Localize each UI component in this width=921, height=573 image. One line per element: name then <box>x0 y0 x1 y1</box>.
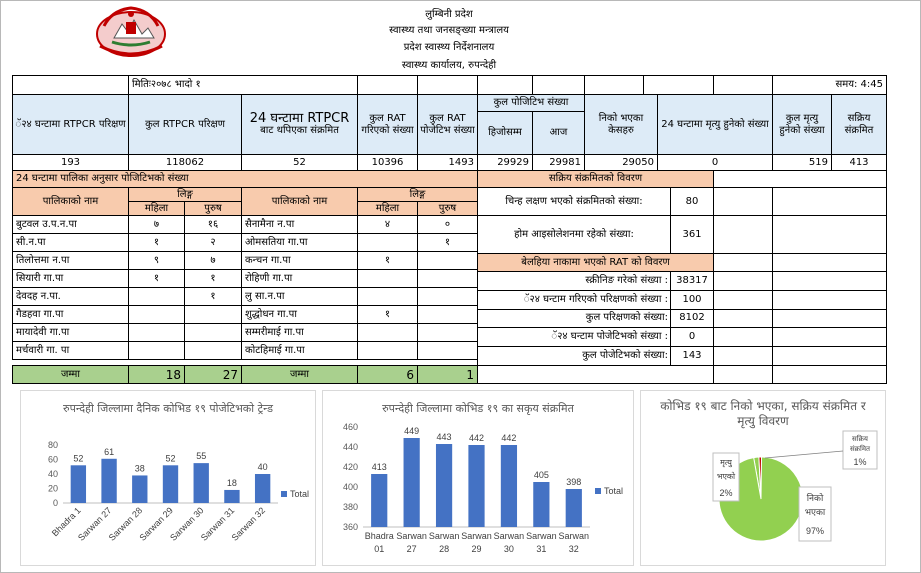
chart3-title: कोभिड १९ बाट निको भएका, सक्रिय संक्रमित र मृत्यु विवरण <box>660 399 866 428</box>
empty-cell <box>772 290 887 310</box>
male-count <box>184 341 242 360</box>
municipality-name: सैनामैना न.पा <box>241 215 358 234</box>
female-count <box>357 287 418 306</box>
bar <box>501 445 517 527</box>
outcome-pie-chart <box>640 390 886 566</box>
report-time: समय: 4:45 <box>772 75 887 95</box>
border-rat-value: 0 <box>670 327 714 347</box>
municipality-name: देवदह न.पा. <box>12 287 129 306</box>
empty-cell <box>477 365 714 384</box>
nepal-emblem-logo <box>92 2 170 60</box>
data-label: 442 <box>468 433 485 443</box>
chart2-svg <box>323 391 635 567</box>
total-male-left: 27 <box>184 365 242 384</box>
col-male-right: पुरुष <box>417 201 478 216</box>
male-count: १ <box>184 269 242 288</box>
value-total-rat-positive: 1493 <box>417 154 478 171</box>
value-deaths-24h: 0 <box>657 154 773 171</box>
header-line-3: प्रदेश स्वास्थ्य निर्देशनालय <box>403 42 495 53</box>
female-count: ४ <box>357 215 418 234</box>
home-isolation-value: 361 <box>670 215 714 254</box>
value-today: 29981 <box>532 154 585 171</box>
empty-cell <box>643 75 714 95</box>
pie-label-value: 2% <box>719 488 733 498</box>
empty-cell <box>713 290 773 310</box>
x-tick-label: Sarwan 29 <box>137 505 175 543</box>
municipality-name: मर्चवारी गा. पा <box>12 341 129 360</box>
bar <box>255 474 270 503</box>
col-male-left: पुरुष <box>184 201 242 216</box>
border-rat-value: 38317 <box>670 271 714 291</box>
y-tick-label: 40 <box>47 469 58 479</box>
bar <box>371 474 387 527</box>
home-isolation-label: होम आइसोलेशनमा रहेको संख्या: <box>477 215 671 254</box>
data-label: 449 <box>404 426 420 436</box>
header-deaths-24h: 24 घन्टामा मृत्यु हुनेको संख्या <box>657 94 773 155</box>
header-rtpcr-positive-24h <box>241 94 358 155</box>
data-label: 52 <box>165 453 176 464</box>
border-rat-label: कुल परिक्षणको संख्या: <box>477 309 671 329</box>
empty-cell <box>477 75 533 95</box>
male-count <box>417 287 478 306</box>
data-label: 52 <box>73 453 84 464</box>
pie-label: सक्रिय <box>852 436 868 443</box>
male-count <box>184 323 242 342</box>
female-count <box>357 269 418 288</box>
pie-label: भएका <box>804 507 826 517</box>
municipality-name: गैडहवा गा.पा <box>12 305 129 324</box>
x-tick-label: Sarwan <box>396 531 427 541</box>
legend-swatch <box>595 488 601 494</box>
bar <box>132 475 147 503</box>
municipality-name: ओमसतिया गा.पा <box>241 233 358 252</box>
x-tick-label: Sarwan <box>461 531 492 541</box>
x-tick-label: Sarwan 31 <box>198 505 237 543</box>
border-rat-label: ॅ२४ घन्टाम पोजेटिभको संख्या : <box>477 327 671 347</box>
empty-cell <box>713 215 773 254</box>
male-count <box>417 251 478 270</box>
border-rat-value: 143 <box>670 346 714 366</box>
y-tick-label: 0 <box>52 498 58 508</box>
municipal-title: 24 घन्टामा पालिका अनुसार पोजिटिभको संख्या <box>12 170 478 188</box>
male-count: ० <box>417 215 478 234</box>
x-tick-label: Sarwan 32 <box>229 505 268 543</box>
male-count <box>184 305 242 324</box>
empty-cell <box>772 327 887 347</box>
bar <box>436 444 452 527</box>
empty-cell <box>357 75 418 95</box>
border-rat-value: 8102 <box>670 309 714 329</box>
chart2-title: रुपन्देही जिल्लामा कोभिड १९ का सकृय संक्रमित <box>382 402 574 415</box>
data-label: 442 <box>501 433 517 443</box>
value-recovered: 29050 <box>584 154 658 171</box>
header-rtpcr-24h: ॅ२४ घन्टामा RTPCR परिक्षण <box>12 94 129 155</box>
active-cases-chart <box>322 390 634 566</box>
x-tick-label: Sarwan <box>428 531 460 541</box>
value-active: 413 <box>831 154 887 171</box>
header-total-rtpcr: कुल RTPCR परिक्षण <box>128 94 242 155</box>
border-rat-value: 100 <box>670 290 714 310</box>
empty-cell <box>713 346 773 366</box>
daily-positive-chart <box>20 390 316 566</box>
data-label: 405 <box>533 470 549 480</box>
value-total-rat: 10396 <box>357 154 418 171</box>
legend-swatch <box>281 491 287 497</box>
data-label: 18 <box>226 477 237 488</box>
empty-cell <box>772 271 887 291</box>
bar <box>533 482 549 527</box>
bar <box>71 465 86 503</box>
total-label-left: जम्मा <box>12 365 129 384</box>
municipality-name: लु सा.न.पा <box>241 287 358 306</box>
empty-cell <box>772 253 887 272</box>
col-gender-right: लिङ्ग <box>357 187 478 202</box>
pie-label: संक्रमित <box>849 446 871 453</box>
empty-cell <box>772 309 887 329</box>
header-line-1: लुम्बिनी प्रदेश <box>425 9 473 20</box>
col-municipality-name-left: पालिकाको नाम <box>12 187 129 216</box>
x-tick-label: Bhadra <box>364 531 394 541</box>
x-tick-label: Sarwan 28 <box>106 505 145 543</box>
y-tick-label: 400 <box>342 482 358 492</box>
empty-cell <box>713 75 773 95</box>
total-female-left: 18 <box>128 365 185 384</box>
male-count <box>417 341 478 360</box>
data-label: 398 <box>566 477 582 487</box>
municipality-name: बुटवल उ.प.न.पा <box>12 215 129 234</box>
pie-label: भएको <box>716 472 736 481</box>
border-rat-title: बेलहिया नाकामा भएको RAT को विवरण <box>477 253 714 272</box>
active-details-title: सक्रिय संक्रमितको विवरण <box>477 170 714 188</box>
bar <box>101 459 116 503</box>
header-total-rat-positive: कुल RAT पोजेटिभ संख्या <box>417 94 478 155</box>
municipality-name: तिलोत्तमा न.पा <box>12 251 129 270</box>
legend-label: Total <box>604 486 624 496</box>
y-tick-label: 60 <box>47 454 58 465</box>
symptomatic-value: 80 <box>670 187 714 216</box>
empty-cell <box>713 187 773 216</box>
empty-cell <box>713 253 773 272</box>
col-female-left: महिला <box>128 201 185 216</box>
empty-cell <box>12 75 129 95</box>
header-line-2: स्वास्थ्य तथा जनसङ्ख्या मन्त्रालय <box>389 25 509 36</box>
female-count: १ <box>357 305 418 324</box>
y-tick-label: 440 <box>342 442 358 452</box>
male-count: १ <box>417 233 478 252</box>
data-label: 40 <box>257 462 268 472</box>
x-tick-label: 30 <box>503 544 514 554</box>
bar <box>468 445 484 527</box>
value-rtpcr-24h: 193 <box>12 154 129 171</box>
female-count <box>128 323 185 342</box>
header-recovered: निको भएका केसहरु <box>584 94 658 155</box>
male-count: १६ <box>184 215 242 234</box>
bar <box>194 463 209 503</box>
municipality-name: सम्मरीमाई गा.पा <box>241 323 358 342</box>
municipality-name: मायादेवी गा.पा <box>12 323 129 342</box>
col-female-right: महिला <box>357 201 418 216</box>
empty-cell <box>772 346 887 366</box>
header-today: आज <box>532 111 585 155</box>
female-count <box>128 305 185 324</box>
empty-cell <box>772 215 887 254</box>
border-rat-label: कुल पोजेटिभको संख्या: <box>477 346 671 366</box>
male-count: २ <box>184 233 242 252</box>
bar <box>404 438 420 527</box>
y-tick-label: 460 <box>342 422 358 432</box>
bar <box>163 465 178 503</box>
data-label: 61 <box>104 446 115 457</box>
female-count <box>128 287 185 306</box>
female-count <box>357 341 418 360</box>
female-count <box>357 233 418 252</box>
chart1-svg <box>21 391 317 567</box>
x-tick-label: 01 <box>374 544 385 554</box>
y-tick-label: 420 <box>342 462 358 472</box>
bar <box>566 489 582 527</box>
municipality-name: सियारी गा.पा <box>12 269 129 288</box>
x-tick-label: Sarwan <box>558 531 590 541</box>
value-till-yesterday: 29929 <box>477 154 533 171</box>
female-count: ९ <box>128 251 185 270</box>
y-tick-label: 380 <box>342 502 358 512</box>
bar <box>224 490 239 503</box>
empty-cell <box>713 309 773 329</box>
data-label: 413 <box>371 462 387 472</box>
report-date: मितिः२०७८ भादो १ <box>128 75 358 95</box>
municipality-name: सी.न.पा <box>12 233 129 252</box>
header-total-positive: कुल पोजिटिभ संख्या <box>477 94 585 112</box>
female-count: १ <box>128 233 185 252</box>
empty-cell <box>713 170 887 188</box>
header-rtpcr-positive-24h-line2: बाट थपिएका संक्रमित <box>260 124 339 136</box>
border-rat-label: स्क्रीनिङ गरेको संख्या : <box>477 271 671 291</box>
header-till-yesterday: हिजोसम्म <box>477 111 533 155</box>
data-label: 443 <box>436 432 452 442</box>
covid-report-table <box>12 75 887 384</box>
symptomatic-label: चिन्ह लक्षण भएको संक्रमितको संख्या: <box>477 187 671 216</box>
value-rtpcr-positive-24h: 52 <box>241 154 358 171</box>
x-tick-label: Bhadra 1 <box>49 505 83 539</box>
border-rat-label: ॅ२४ घन्टाम गरिएको परिक्षणको संख्या : <box>477 290 671 310</box>
pie-leader-line <box>765 451 843 458</box>
pie-label-value: 1% <box>853 457 867 467</box>
x-tick-label: 32 <box>568 544 579 554</box>
header-total-deaths: कुल मृत्यु हुनेको संख्या <box>772 94 832 155</box>
male-count: ७ <box>184 251 242 270</box>
x-tick-label: Sarwan <box>493 531 525 541</box>
y-tick-label: 20 <box>47 483 58 494</box>
empty-cell <box>713 327 773 347</box>
male-count: १ <box>184 287 242 306</box>
data-label: 55 <box>196 451 207 462</box>
empty-cell <box>772 365 887 384</box>
female-count <box>357 323 418 342</box>
value-total-rtpcr: 118062 <box>128 154 242 171</box>
male-count <box>417 269 478 288</box>
value-total-deaths: 519 <box>772 154 832 171</box>
x-tick-label: Sarwan 30 <box>168 505 206 543</box>
total-label-right: जम्मा <box>241 365 358 384</box>
female-count: ७ <box>128 215 185 234</box>
empty-cell <box>713 271 773 291</box>
x-tick-label: 27 <box>406 544 417 554</box>
header-rtpcr-positive-24h-line1: 24 घन्टामा RTPCR <box>249 110 350 126</box>
header-line-4: स्वास्थ्य कार्यालय, रुपन्देही <box>401 60 497 71</box>
chart1-title: रुपन्देही जिल्लामा दैनिक कोभिड १९ पोजेटिभको ट्रेन्ड <box>63 402 273 415</box>
empty-cell <box>532 75 585 95</box>
y-tick-label: 80 <box>47 440 58 450</box>
empty-cell <box>417 75 478 95</box>
legend-label: Total <box>290 489 310 499</box>
pie-label: मृत्यु <box>720 458 732 467</box>
pie-label-value: 97% <box>805 526 825 536</box>
male-count <box>417 305 478 324</box>
municipality-name: शुद्धोधन गा.पा <box>241 305 358 324</box>
municipality-name: रोहिणी गा.पा <box>241 269 358 288</box>
x-tick-label: Sarwan 27 <box>75 505 114 543</box>
male-count <box>417 323 478 342</box>
y-tick-label: 360 <box>342 522 358 532</box>
total-female-right: 6 <box>357 365 418 384</box>
female-count: १ <box>357 251 418 270</box>
female-count <box>128 341 185 360</box>
col-municipality-name-right: पालिकाको नाम <box>241 187 358 216</box>
header-active: सक्रिय संक्रमित <box>831 94 887 155</box>
empty-cell <box>584 75 644 95</box>
x-tick-label: Sarwan <box>526 531 557 541</box>
female-count: १ <box>128 269 185 288</box>
header-total-rat: कुल RAT गरिएको संख्या <box>357 94 418 155</box>
empty-cell <box>772 187 887 216</box>
col-gender-left: लिङ्ग <box>128 187 242 202</box>
municipality-name: कन्चन गा.पा <box>241 251 358 270</box>
chart3-svg <box>641 391 887 567</box>
pie-label: निको <box>806 493 824 503</box>
x-tick-label: 29 <box>471 544 482 554</box>
municipality-name: कोटहिमाई गा.पा <box>241 341 358 360</box>
x-tick-label: 28 <box>439 544 450 554</box>
empty-cell <box>713 365 773 384</box>
x-tick-label: 31 <box>536 544 547 554</box>
total-male-right: 1 <box>417 365 478 384</box>
data-label: 38 <box>134 463 145 474</box>
